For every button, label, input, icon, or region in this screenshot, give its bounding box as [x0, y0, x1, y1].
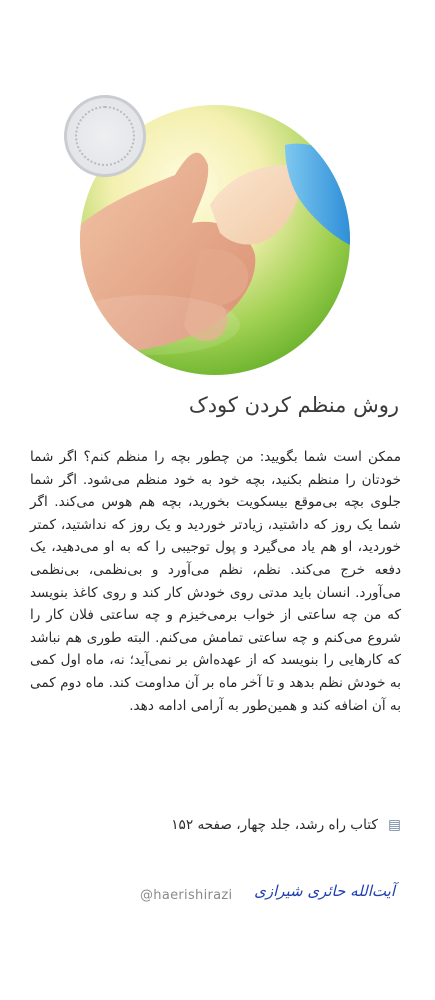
source-text: کتاب راه رشد، جلد چهار، صفحه ۱۵۲ — [171, 817, 378, 833]
source-citation — [41, 817, 401, 833]
author-signature: آیت‌الله حائری شیرازی — [254, 882, 395, 900]
footer — [0, 880, 435, 912]
body-paragraph: ممکن است شما بگویید: من چطور بچه را منظم کنم؟ اگر شما خودتان را منظم بکنید، بچه خود به خود منظم می‌شود. اگر شما جلوی بچه بی‌موقع بیسکویت بخورید، بچه هم هوس می‌کند. اگر شما یک روز که داشتید، زیادتر خوردید و یک روز که نداشتید، کمتر خوردید، او هم یاد می‌گیرد و پول توجیبی را که به او می‌دهید، یک دفعه خرج می‌کند. نظم، نظم می‌آورد و بی‌نظمی، بی‌نظمی می‌آورد. انسان باید مدتی روی خودش کار کند و روی کاغذ بنویسد که من چه ساعتی از خواب برمی‌خیزم و چه ساعتی فلان کار را شروع می‌کنم و چه ساعتی تمامش می‌کنم. البته طوری هم نباشد که کارهایی را بنویسد که از عهده‌اش بر نمی‌آید؛ نه، ماه اول کمی به خودش نظم بدهد و تا آخر ماه بر آن مداومت کند. ماه دوم کمی به آن اضافه کند و همین‌طور به آرامی ادامه دهد. — [30, 449, 401, 714]
social-handle[interactable]: @haerishirazi — [140, 888, 233, 903]
logo-seal-icon — [64, 95, 146, 177]
book-icon: ▤ — [388, 817, 401, 833]
page-title: روش منظم کردن کودک — [188, 393, 399, 417]
